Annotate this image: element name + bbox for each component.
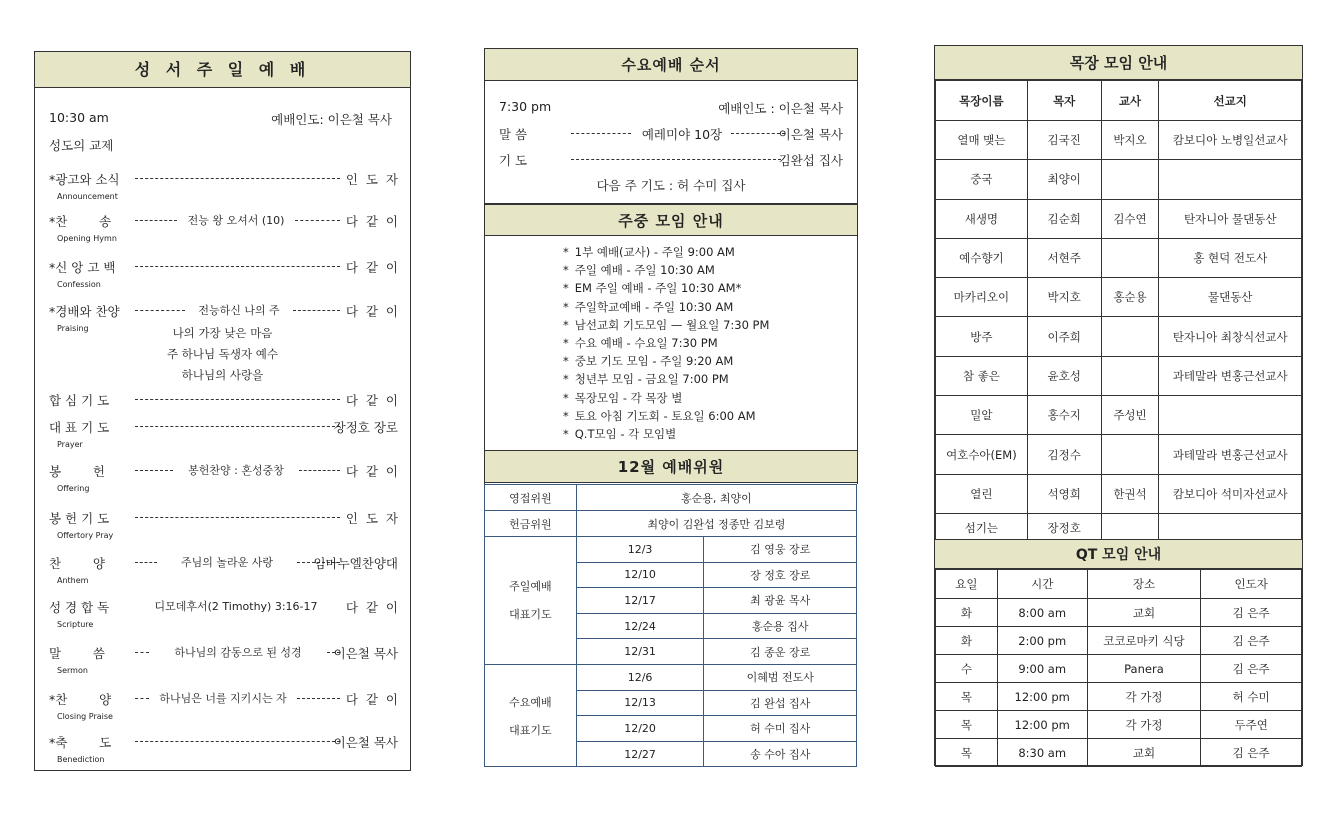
- table-row: [936, 121, 1302, 160]
- wednesday-panel: [484, 48, 858, 204]
- mokjang-header-cell: 교사: [1101, 81, 1159, 121]
- qt-cell: 목: [936, 739, 998, 767]
- worship-order-label: 성 경 합 독: [49, 600, 110, 615]
- weekly-meeting-text: 주일 예배 - 주일 10:30 AM: [574, 263, 715, 278]
- bullet: *: [563, 408, 569, 423]
- qt-cell: 12:00 pm: [997, 711, 1087, 739]
- december-table: [484, 484, 857, 767]
- mokjang-cell: 참 좋은: [936, 356, 1028, 395]
- sunday-name: 최 광윤 목사: [704, 588, 857, 614]
- greeter-label: 영접위원: [485, 485, 577, 511]
- mokjang-cell: 과테말라 변홍근선교사: [1159, 356, 1302, 395]
- weekly-meeting-text: 수요 예배 - 수요일 7:30 PM: [574, 336, 718, 350]
- sunday-label-line1: 주일예배: [509, 580, 552, 594]
- qt-cell: 두주연: [1201, 711, 1302, 739]
- greeter-names: 홍순용, 최양이: [576, 485, 856, 511]
- worship-order-label: *축 도: [49, 735, 112, 750]
- worship-order-leader: 다 같 이: [345, 214, 398, 229]
- sunday-name: 장 정호 장로: [704, 562, 857, 588]
- weekly-meeting-item: [563, 262, 715, 278]
- bullet: *: [563, 263, 569, 278]
- wed-label-line2: 대표기도: [509, 723, 552, 737]
- dash: [295, 220, 340, 221]
- worship-order-english: Praising: [57, 324, 89, 333]
- wed-label-line1: 수요예배: [509, 695, 552, 709]
- wed-name: 허 수미 집사: [704, 716, 857, 742]
- table-row: [936, 238, 1302, 277]
- mokjang-cell: 탄자니아 물댄동산: [1159, 199, 1302, 238]
- qt-cell: 각 가정: [1087, 683, 1201, 711]
- mokjang-cell: [1101, 317, 1159, 356]
- qt-header-cell: 요일: [936, 570, 998, 599]
- dash: [135, 399, 340, 400]
- worship-order-leader: 다 같 이: [345, 304, 398, 319]
- weekly-meeting-item: [563, 408, 756, 424]
- mokjang-cell: 탄자니아 최창식선교사: [1159, 317, 1302, 356]
- dash: [293, 310, 340, 311]
- dash: [135, 178, 340, 179]
- qt-cell: 8:00 am: [997, 599, 1087, 627]
- wed-name: 이혜범 전도사: [704, 664, 857, 690]
- sunday-date: 12/17: [576, 588, 704, 614]
- qt-cell: 김 은주: [1201, 627, 1302, 655]
- table-row: [936, 683, 1302, 711]
- mokjang-cell: 주성빈: [1101, 396, 1159, 435]
- table-row: [936, 317, 1302, 356]
- table-row: [936, 278, 1302, 317]
- dash: [135, 741, 340, 742]
- qt-cell: 김 은주: [1201, 599, 1302, 627]
- bullet: *: [563, 354, 569, 369]
- mokjang-cell: 과테말라 변홍근선교사: [1159, 435, 1302, 474]
- mokjang-table: [935, 80, 1302, 544]
- december-title: 12월 예배위원: [485, 451, 857, 483]
- wednesday-time: 7:30 pm: [499, 99, 552, 114]
- dash: [135, 470, 173, 471]
- mokjang-cell: 한권석: [1101, 474, 1159, 513]
- qt-cell: 교회: [1087, 739, 1201, 767]
- mokjang-cell: 열린: [936, 474, 1028, 513]
- weekly-meeting-text: 청년부 모임 - 금요일 7:00 PM: [574, 372, 729, 387]
- weekly-meeting-text: 1부 예배(교사) - 주일 9:00 AM: [574, 245, 735, 259]
- wednesday-title: 수요예배 순서: [485, 49, 857, 81]
- worship-leader: 예배인도: 이은철 목사: [271, 112, 392, 127]
- dash: [135, 517, 340, 518]
- bullet: *: [563, 336, 569, 350]
- weekly-meeting-item: [563, 371, 729, 387]
- mokjang-cell: 김정수: [1027, 435, 1101, 474]
- offering-label: 헌금위원: [485, 511, 577, 537]
- qt-cell: 허 수미: [1201, 683, 1302, 711]
- weekly-meeting-text: Q.T모임 - 각 모임별: [574, 427, 677, 441]
- dash: [135, 220, 177, 221]
- wednesday-sermon-label: 말 씀: [499, 127, 528, 142]
- mokjang-cell: [1159, 396, 1302, 435]
- wed-name: 송 수아 집사: [704, 741, 857, 767]
- weekly-meeting-item: [563, 390, 682, 406]
- offering-names: 최양이 김완섭 정종만 김보령: [576, 511, 856, 537]
- bullet: *: [563, 372, 569, 387]
- worship-order-leader: 이은철 목사: [333, 646, 398, 661]
- table-row: [485, 664, 857, 690]
- worship-order-english: Offering: [57, 484, 90, 493]
- table-row: [485, 485, 857, 511]
- qt-table: [935, 569, 1302, 767]
- mokjang-cell: 김순희: [1027, 199, 1101, 238]
- worship-order-label: 찬 양: [49, 556, 105, 571]
- table-row: [936, 81, 1302, 121]
- table-row: [936, 160, 1302, 199]
- worship-order-label: *경배와 찬양: [49, 304, 120, 319]
- mokjang-cell: 섬기는: [936, 513, 1028, 543]
- qt-header-cell: 장소: [1087, 570, 1201, 599]
- dash: [297, 698, 340, 699]
- mokjang-panel: [934, 45, 1303, 766]
- mokjang-cell: 윤호성: [1027, 356, 1101, 395]
- mokjang-cell: 김수연: [1101, 199, 1159, 238]
- mokjang-header-cell: 목자: [1027, 81, 1101, 121]
- mokjang-cell: [1101, 435, 1159, 474]
- mokjang-cell: 새생명: [936, 199, 1028, 238]
- qt-cell: 8:30 am: [997, 739, 1087, 767]
- mokjang-cell: [1101, 238, 1159, 277]
- table-row: [936, 474, 1302, 513]
- worship-order-leader: 인 도 자: [345, 511, 398, 526]
- qt-cell: 수: [936, 655, 998, 683]
- table-row: [936, 739, 1302, 767]
- mokjang-header-cell: 목장이름: [936, 81, 1028, 121]
- dash: [135, 652, 149, 653]
- sunday-date: 12/31: [576, 639, 704, 665]
- qt-cell: 목: [936, 683, 998, 711]
- table-row: [936, 711, 1302, 739]
- mokjang-cell: 홍 현덕 전도사: [1159, 238, 1302, 277]
- worship-order-english: Benediction: [57, 755, 105, 764]
- qt-cell: 목: [936, 711, 998, 739]
- bullet: *: [563, 245, 569, 259]
- sunday-label: [485, 537, 577, 665]
- mokjang-cell: 홍순용: [1101, 278, 1159, 317]
- worship-order-leader: 이은철 목사: [333, 735, 398, 750]
- mokjang-cell: [1101, 160, 1159, 199]
- bullet: *: [563, 317, 569, 332]
- qt-cell: 김 은주: [1201, 739, 1302, 767]
- table-row: [485, 537, 857, 563]
- mokjang-cell: [1101, 356, 1159, 395]
- next-prayer: 다음 주 기도 : 허 수미 집사: [596, 178, 746, 193]
- table-row: [936, 655, 1302, 683]
- mokjang-cell: 방주: [936, 317, 1028, 356]
- weekly-meeting-text: 주일학교예배 - 주일 10:30 AM: [574, 299, 734, 314]
- qt-cell: 각 가정: [1087, 711, 1201, 739]
- wednesday-prayer-label: 기 도: [499, 153, 528, 168]
- worship-order-detail: 봉헌찬양 : 혼성중창: [188, 464, 284, 477]
- table-row: [936, 435, 1302, 474]
- worship-order-label: *광고와 소식: [49, 172, 120, 187]
- table-row: [485, 511, 857, 537]
- worship-order-detail: 하나님의 감동으로 된 성경: [174, 646, 302, 659]
- sunday-date: 12/24: [576, 613, 704, 639]
- sunday-name: 홍순용 집사: [704, 613, 857, 639]
- mokjang-header-cell: 선교지: [1159, 81, 1302, 121]
- worship-order-leader: 다 같 이: [345, 600, 398, 615]
- weekly-meeting-text: 중보 기도 모임 - 주일 9:20 AM: [574, 354, 734, 369]
- sunday-name: 김 영웅 장로: [704, 537, 857, 563]
- mokjang-cell: 밀알: [936, 396, 1028, 435]
- dash: [135, 266, 340, 267]
- weekly-meeting-item: [563, 299, 733, 315]
- table-row: [936, 570, 1302, 599]
- wednesday-leader: 예배인도 : 이은철 목사: [718, 101, 843, 116]
- sunday-worship-title: 성 서 주 일 예 배: [35, 52, 410, 88]
- weekly-meeting-text: 토요 아침 기도회 - 토요일 6:00 AM: [574, 408, 756, 423]
- weekly-meeting-item: [563, 426, 676, 442]
- mokjang-cell: 캄보디아 석미자선교사: [1159, 474, 1302, 513]
- worship-order-label: 봉 헌 기 도: [49, 511, 110, 526]
- sunday-date: 12/3: [576, 537, 704, 563]
- bullet: *: [563, 390, 569, 405]
- bullet: *: [563, 281, 569, 296]
- mokjang-cell: 열매 맺는: [936, 121, 1028, 160]
- praise-line-1: 나의 가장 낮은 마음: [172, 326, 273, 340]
- table-row: [936, 199, 1302, 238]
- weekly-meeting-item: [563, 335, 718, 351]
- mokjang-cell: 박지오: [1101, 121, 1159, 160]
- mokjang-cell: 박지호: [1027, 278, 1101, 317]
- table-row: [936, 396, 1302, 435]
- wed-date: 12/27: [576, 741, 704, 767]
- dash: [135, 426, 340, 427]
- worship-order-leader: 다 같 이: [345, 393, 398, 408]
- worship-order-detail: 전능하신 나의 주: [198, 304, 280, 317]
- worship-order-label: *찬 양: [49, 692, 112, 707]
- mokjang-cell: 최양이: [1027, 160, 1101, 199]
- qt-cell: 9:00 am: [997, 655, 1087, 683]
- table-row: [936, 627, 1302, 655]
- mokjang-title: 목장 모임 안내: [935, 46, 1302, 80]
- qt-cell: 2:00 pm: [997, 627, 1087, 655]
- table-row: [936, 599, 1302, 627]
- wed-date: 12/13: [576, 690, 704, 716]
- worship-order-label: *신 앙 고 백: [49, 260, 116, 275]
- mokjang-cell: 홍수지: [1027, 396, 1101, 435]
- worship-order-label: 합 심 기 도: [49, 393, 110, 408]
- qt-cell: 12:00 pm: [997, 683, 1087, 711]
- bullet: *: [563, 299, 569, 314]
- qt-cell: 김 은주: [1201, 655, 1302, 683]
- worship-order-leader: 인 도 자: [345, 172, 398, 187]
- weekly-meeting-item: [563, 280, 741, 296]
- praise-line-2: 주 하나님 독생자 예수: [167, 347, 278, 361]
- mokjang-cell: 여호수아(EM): [936, 435, 1028, 474]
- mokjang-cell: [1159, 160, 1302, 199]
- mokjang-cell: 예수향기: [936, 238, 1028, 277]
- worship-order-detail: 전능 왕 오셔서 (10): [187, 214, 285, 227]
- mokjang-cell: 캄보디아 노병일선교사: [1159, 121, 1302, 160]
- december-panel: [484, 450, 858, 484]
- sunday-worship-panel: [34, 51, 411, 771]
- mokjang-cell: 장정호: [1027, 513, 1101, 543]
- mokjang-cell: 물댄동산: [1159, 278, 1302, 317]
- fellowship-label: 성도의 교제: [49, 138, 114, 153]
- worship-order-english: Announcement: [57, 192, 118, 201]
- qt-cell: 화: [936, 599, 998, 627]
- worship-order-english: Scripture: [57, 620, 94, 629]
- weekly-meeting-text: 목장모임 - 각 목장 별: [574, 390, 683, 405]
- wed-name: 김 완섭 집사: [704, 690, 857, 716]
- worship-order-leader: 임마누엘찬양대: [313, 556, 398, 571]
- weekly-meeting-text: 남선교회 기도모임 — 월요일 7:30 PM: [574, 317, 770, 332]
- worship-order-english: Closing Praise: [57, 712, 113, 721]
- table-row: [936, 356, 1302, 395]
- worship-order-english: Anthem: [57, 576, 89, 585]
- weekly-meetings-title: 주중 모임 안내: [485, 204, 857, 236]
- bullet: *: [563, 427, 569, 441]
- worship-order-detail: 디모데후서(2 Timothy) 3:16-17: [154, 600, 318, 613]
- worship-order-english: Prayer: [57, 440, 83, 449]
- mokjang-cell: 중국: [936, 160, 1028, 199]
- praise-line-3: 하나님의 사랑을: [181, 368, 264, 382]
- worship-order-english: Confession: [57, 280, 101, 289]
- worship-order-leader: 다 같 이: [345, 260, 398, 275]
- worship-order-english: Opening Hymn: [57, 234, 117, 243]
- worship-order-english: Sermon: [57, 666, 88, 675]
- mokjang-cell: 마카리오이: [936, 278, 1028, 317]
- dash: [135, 562, 157, 563]
- mokjang-cell: 김국진: [1027, 121, 1101, 160]
- qt-header-cell: 시간: [997, 570, 1087, 599]
- wed-label: [485, 664, 577, 766]
- wed-date: 12/6: [576, 664, 704, 690]
- dash: [135, 310, 185, 311]
- sunday-name: 김 종운 장로: [704, 639, 857, 665]
- qt-cell: 화: [936, 627, 998, 655]
- weekly-meeting-item: [563, 244, 735, 260]
- worship-order-leader: 장정호 장로: [333, 420, 398, 435]
- wednesday-sermon-leader: 이은철 목사: [778, 127, 843, 142]
- worship-order-english: Offertory Pray: [57, 531, 114, 540]
- mokjang-cell: 석영희: [1027, 474, 1101, 513]
- worship-order-label: 봉 헌: [49, 464, 105, 479]
- dash: [299, 470, 340, 471]
- wednesday-sermon-title: 예레미야 10장: [641, 127, 723, 142]
- sunday-label-line2: 대표기도: [509, 608, 552, 622]
- mokjang-cell: 이주희: [1027, 317, 1101, 356]
- weekly-meeting-text: EM 주일 예배 - 주일 10:30 AM*: [574, 281, 742, 296]
- mokjang-cell: 서현주: [1027, 238, 1101, 277]
- worship-order-label: 말 씀: [49, 646, 105, 661]
- worship-order-detail: 하나님은 너를 지키시는 자: [159, 692, 287, 705]
- worship-order-label: 대 표 기 도: [49, 420, 110, 435]
- qt-cell: Panera: [1087, 655, 1201, 683]
- worship-time: 10:30 am: [49, 110, 109, 125]
- wed-date: 12/20: [576, 716, 704, 742]
- worship-order-detail: 주님의 놀라운 사랑: [180, 556, 273, 569]
- qt-cell: 교회: [1087, 599, 1201, 627]
- weekly-meetings-panel: [484, 204, 858, 452]
- qt-header-cell: 인도자: [1201, 570, 1302, 599]
- weekly-meeting-item: [563, 317, 769, 333]
- sunday-date: 12/10: [576, 562, 704, 588]
- worship-order-label: *찬 송: [49, 214, 112, 229]
- wednesday-prayer-leader: 김완섭 집사: [778, 153, 843, 168]
- worship-order-leader: 다 같 이: [345, 692, 398, 707]
- qt-title: QT 모임 안내: [935, 539, 1302, 569]
- dash: [135, 698, 149, 699]
- weekly-meeting-item: [563, 353, 733, 369]
- qt-cell: 코코로마키 식당: [1087, 627, 1201, 655]
- worship-order-leader: 다 같 이: [345, 464, 398, 479]
